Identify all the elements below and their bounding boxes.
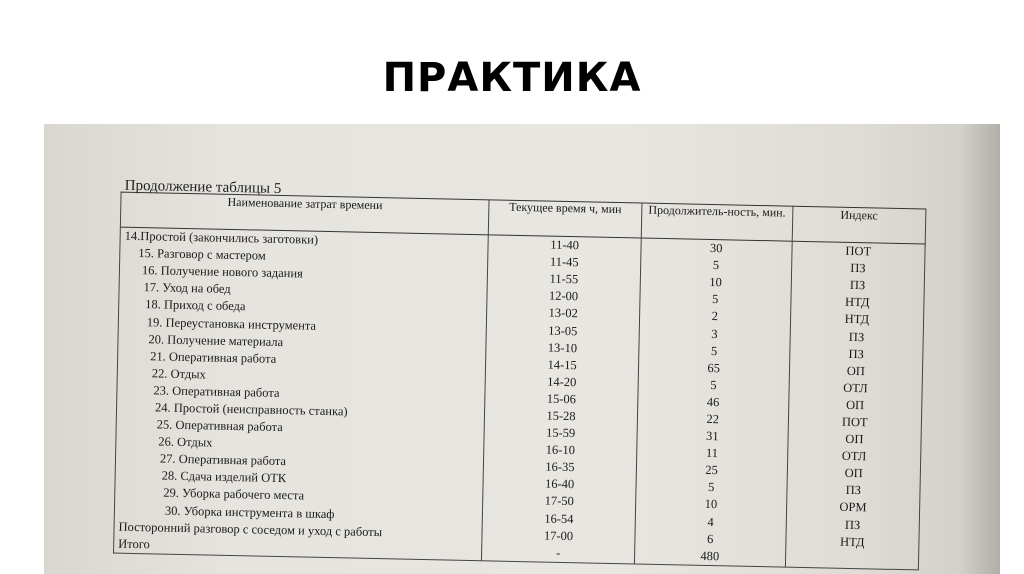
row-index: ПОТ [788, 413, 922, 433]
row-time: 11-40 [488, 235, 641, 256]
row-index: ПОТ [791, 241, 925, 261]
header-index: Индекс [792, 206, 926, 244]
row-duration: 10 [640, 273, 791, 293]
row-index: ОП [788, 430, 922, 450]
row-time: 12-00 [487, 287, 640, 307]
table-body [114, 227, 926, 570]
row-duration: 22 [637, 409, 788, 429]
row-duration: 11 [636, 444, 787, 464]
row-index: ПЗ [790, 327, 924, 347]
row-name: 15. Разговор с мастером [120, 245, 489, 270]
row-time: 14-15 [486, 355, 639, 375]
row-index: НТД [790, 310, 924, 330]
row-duration: 3 [639, 324, 790, 344]
document-page [44, 124, 1000, 574]
row-duration: 10 [635, 495, 786, 515]
row-time: 16-40 [483, 475, 636, 495]
row-time: 17-50 [483, 492, 636, 512]
row-index: ПЗ [786, 481, 920, 501]
row-duration: 25 [636, 461, 787, 481]
row-name: 26. Отдых [116, 433, 485, 458]
row-time: 13-05 [486, 321, 639, 341]
row-duration: 46 [637, 392, 788, 412]
row-duration: 5 [639, 341, 790, 361]
header-duration: Продолжитель-ность, мин. [641, 203, 793, 241]
row-name: 21. Оперативная работа [117, 347, 486, 372]
row-index: ПЗ [791, 259, 925, 279]
slide-title: ПРАКТИКА [382, 55, 642, 101]
row-name: 27. Оперативная работа [115, 450, 484, 475]
row-time: 16-35 [484, 458, 637, 478]
row-index: НТД [785, 532, 919, 552]
row-time: 15-59 [484, 423, 637, 443]
row-name: 14.Простой (закончились заготовки) [120, 227, 489, 252]
row-duration: 65 [638, 358, 789, 378]
row-duration: 5 [638, 375, 789, 395]
row-name: 29. Уборка рабочего места [115, 484, 484, 509]
row-duration: 480 [634, 546, 785, 567]
row-index: ПЗ [789, 344, 923, 364]
row-time: - [482, 543, 635, 564]
row-time: 16-54 [482, 509, 635, 529]
row-name: Итого [114, 535, 483, 560]
row-duration: 4 [635, 512, 786, 532]
row-name: 19. Переустановка инструмента [118, 313, 487, 338]
row-index: ОП [789, 361, 923, 381]
row-name: 22. Отдых [117, 364, 486, 389]
row-name: Посторонний разговор с соседом и уход с работы [114, 518, 483, 543]
row-name: 16. Получение нового задания [119, 262, 488, 287]
row-index: ОТЛ [789, 378, 923, 398]
row-duration: 2 [639, 307, 790, 327]
row-time: 16-10 [484, 440, 637, 460]
row-index: ПЗ [786, 515, 920, 535]
row-name: 17. Уход на обед [119, 279, 488, 304]
header-time: Текущее время ч, мин [489, 200, 642, 238]
row-name: 20. Получение материала [118, 330, 487, 355]
row-time: 11-55 [488, 270, 641, 290]
row-index [785, 549, 919, 569]
row-name: 25. Оперативная работа [116, 416, 485, 441]
row-index: ОТЛ [787, 447, 921, 467]
document-photo [44, 124, 1000, 574]
row-duration: 30 [641, 238, 792, 259]
row-name: 28. Сдача изделий ОТК [115, 467, 484, 492]
time-table [113, 192, 926, 571]
row-index: НТД [790, 293, 924, 313]
table-caption: Продолжение таблицы 5 [124, 177, 282, 197]
row-time: 15-28 [485, 406, 638, 426]
row-index: ПЗ [791, 276, 925, 296]
row-time: 13-02 [487, 304, 640, 324]
header-name: Наименование затрат времени [120, 192, 489, 235]
row-time: 15-06 [485, 389, 638, 409]
row-index: ОП [787, 464, 921, 484]
row-time: 13-10 [486, 338, 639, 358]
row-duration: 5 [636, 478, 787, 498]
row-time: 14-20 [485, 372, 638, 392]
row-time: 17-00 [482, 526, 635, 546]
row-name: 30. Уборка инструмента в шкаф [114, 501, 483, 526]
row-index: ОРМ [786, 498, 920, 518]
row-duration: 31 [637, 427, 788, 447]
row-time: 11-45 [488, 252, 641, 272]
row-index: ОП [788, 395, 922, 415]
row-duration: 5 [640, 290, 791, 310]
row-name: 23. Оперативная работа [117, 381, 486, 406]
row-name: 24. Простой (неисправность станка) [116, 399, 485, 424]
row-name: 18. Приход с обеда [119, 296, 488, 321]
row-duration: 5 [640, 256, 791, 276]
row-duration: 6 [635, 529, 786, 549]
